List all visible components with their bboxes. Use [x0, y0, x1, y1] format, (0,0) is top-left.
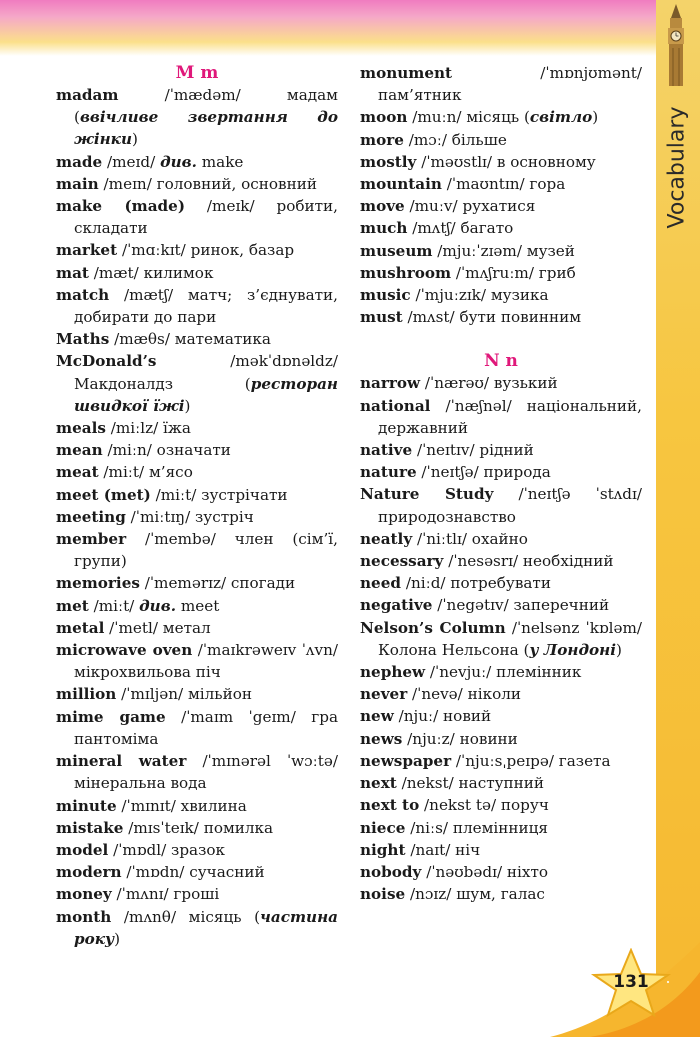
headword: madam	[56, 86, 119, 104]
headword: match	[56, 285, 110, 304]
entry-text: /ˈmiːtɪŋ/ зустріч	[125, 507, 254, 526]
entry-text: )	[592, 108, 599, 127]
vocabulary-label: Vocabulary	[664, 106, 690, 228]
dictionary-entry	[360, 306, 642, 328]
dictionary-entry	[360, 395, 642, 439]
dictionary-entry	[360, 151, 642, 173]
section-heading-n: N n	[484, 351, 518, 372]
headword: million	[56, 685, 117, 704]
headword: mountain	[360, 175, 442, 194]
dictionary-entry	[360, 594, 642, 616]
dictionary-entry	[56, 706, 338, 750]
entry-text: /ˈneɪtʃə/ природа	[416, 463, 551, 482]
entry-text: /mæθs/ математика	[109, 330, 271, 349]
entry-text: /ˈnegətɪv/ заперечний	[432, 596, 610, 615]
headword: mushroom	[360, 263, 452, 282]
dictionary-entry	[360, 817, 642, 839]
headword: news	[360, 729, 403, 748]
headword: mean	[56, 441, 103, 460]
entry-text: /ˈmaɪm ˈgeɪm/ гра пантоміма	[74, 707, 338, 748]
entry-text: /ˈmetl/ метал	[104, 618, 211, 637]
dictionary-entry	[56, 262, 338, 284]
headword: must	[360, 308, 403, 327]
entry-text: /ˈnelsənz ˈkɒləm/ Колона Нельсона (	[378, 618, 642, 659]
entry-text: /ˈnəʊbədɪ/ ніхто	[421, 862, 549, 881]
dictionary-entry	[360, 483, 642, 527]
entry-text: /ˈneɪtɪv/ рідний	[412, 441, 534, 460]
headword: much	[360, 219, 408, 238]
dictionary-entry	[56, 683, 338, 705]
entry-text: /naɪt/ ніч	[405, 840, 481, 859]
entry-text: )	[114, 929, 121, 948]
headword: memories	[56, 574, 140, 593]
headword: met	[56, 596, 89, 615]
dictionary-entry	[56, 151, 338, 173]
entry-text: /ˈmɪljən/ мільйон	[116, 685, 252, 704]
headword: month	[56, 907, 112, 926]
dictionary-entry	[56, 572, 338, 594]
dictionary-entry	[360, 129, 642, 151]
right-column	[360, 62, 642, 905]
entry-text: /niːd/ потребувати	[401, 574, 551, 593]
dictionary-entry	[56, 84, 338, 151]
headword: meet (met)	[56, 485, 151, 504]
entry-text: /ˈnæʃnəl/ національний, державний	[378, 396, 642, 437]
dictionary-entry	[56, 595, 338, 617]
headword: never	[360, 685, 408, 704]
headword: moon	[360, 108, 408, 127]
italic-note: ресторан швидкої їжі	[74, 374, 338, 415]
headword: McDonald’s	[56, 352, 157, 371]
dictionary-entry	[360, 839, 642, 861]
italic-note: ввічливе звертання до жінки	[74, 108, 338, 149]
section-label	[660, 92, 694, 242]
dictionary-entry	[56, 506, 338, 528]
entry-text: /muːn/ місяць (	[407, 108, 530, 127]
entry-text: /meɪn/ головний, основний	[98, 174, 317, 193]
headword: native	[360, 441, 413, 460]
entry-text: /ˈmjuːzɪk/ музика	[410, 286, 549, 305]
dictionary-entry	[360, 861, 642, 883]
dictionary-entry	[56, 861, 338, 883]
dictionary-entry	[360, 439, 642, 461]
dictionary-entry	[360, 173, 642, 195]
dictionary-entry	[56, 617, 338, 639]
headword: member	[56, 530, 127, 549]
entry-text: /mɪsˈteɪk/ помилка	[123, 818, 274, 837]
dictionary-entry	[56, 284, 338, 328]
headword: nephew	[360, 663, 426, 682]
headword: national	[360, 396, 431, 415]
entry-text: /mʌtʃ/ багато	[407, 219, 514, 238]
dictionary-entry	[56, 461, 338, 483]
entry-text: /ˈmɑːkɪt/ ринок, базар	[117, 241, 295, 260]
page-number: 131	[613, 972, 649, 992]
entry-text: /ˈmʌʃruːm/ гриб	[451, 263, 576, 282]
headword: mat	[56, 263, 89, 282]
headword: narrow	[360, 374, 421, 393]
dictionary-entry	[56, 528, 338, 572]
entry-text: /ˈmembə/ член (сім’ї, групи)	[74, 530, 338, 571]
entry-text: /ˈmʌnɪ/ гроші	[111, 885, 220, 904]
entry-text: /ˈmaɪkrəweɪv ˈʌvn/ мікрохвильова піч	[74, 641, 338, 682]
dictionary-entry	[360, 284, 642, 306]
entry-text: /ˈneɪtʃə ˈstʌdɪ/ природознавство	[378, 485, 642, 526]
dictionary-entry	[56, 883, 338, 905]
dictionary-entry	[360, 195, 642, 217]
dictionary-entry	[360, 617, 642, 661]
dictionary-entry	[360, 550, 642, 572]
entry-text: /ˈmemərɪz/ спогади	[139, 574, 296, 593]
headword: necessary	[360, 552, 444, 571]
headword: microwave oven	[56, 641, 193, 660]
dictionary-entry	[360, 728, 642, 750]
headword: move	[360, 197, 405, 216]
entry-text: /niːs/ племінниця	[405, 818, 548, 837]
dictionary-entry	[56, 639, 338, 683]
entry-text: )	[615, 640, 622, 659]
dictionary-entry	[360, 372, 642, 394]
entry-text: /ˈnevjuː/ племінник	[425, 663, 582, 682]
entry-text: /miːlz/ їжа	[105, 419, 191, 438]
entry-text: /ˈmɒnjʊmənt/ пам’ятник	[378, 64, 642, 105]
dictionary-entry	[360, 683, 642, 705]
headword: mostly	[360, 152, 417, 171]
entry-text: /ˈmɒdl/ зразок	[108, 840, 226, 859]
entry-text: /njuːz/ новини	[402, 729, 518, 748]
dictionary-entry	[56, 195, 338, 239]
dictionary-entry	[360, 883, 642, 905]
headword: money	[56, 885, 112, 904]
headword: metal	[56, 618, 105, 637]
entry-text: /muːv/ рухатися	[404, 197, 536, 216]
headword: new	[360, 707, 394, 726]
dictionary-entry	[360, 705, 642, 727]
headword: meals	[56, 419, 106, 438]
headword: night	[360, 840, 406, 859]
headword: made	[56, 152, 103, 171]
entry-text: /mjuːˈzɪəm/ музей	[432, 241, 575, 260]
italic-note: див.	[160, 152, 197, 171]
top-gradient-band	[0, 0, 700, 56]
headword: Nature Study	[360, 485, 494, 504]
entry-text: )	[184, 396, 191, 415]
headword: noise	[360, 885, 406, 904]
entry-text: )	[132, 130, 138, 149]
entry-text: /meɪd/	[102, 152, 161, 171]
entry-text: /ˈmɪnɪt/ хвилина	[116, 796, 247, 815]
entry-text: /ˈnevə/ ніколи	[407, 685, 521, 704]
headword: main	[56, 174, 99, 193]
entry-text: /məkˈdɒnəldz/ Макдоналдз (	[74, 352, 338, 393]
dictionary-entry	[56, 439, 338, 461]
dictionary-entry	[360, 572, 642, 594]
dictionary-entry	[360, 240, 642, 262]
headword: music	[360, 286, 411, 305]
headword: mime game	[56, 707, 166, 726]
headword: niece	[360, 818, 406, 837]
entry-text: /mʌst/ бути повинним	[402, 308, 582, 327]
italic-note: частина року	[74, 907, 338, 948]
dictionary-entry	[56, 350, 338, 417]
dictionary-entry	[56, 417, 338, 439]
section-heading-m: M m	[175, 63, 219, 83]
entry-text: /njuː/ новий	[393, 707, 492, 726]
headword: Nelson’s Column	[360, 618, 506, 637]
entry-text: /ˈmaʊntɪn/ гора	[441, 175, 566, 194]
italic-note: у Лондоні	[529, 640, 616, 659]
entry-text: /miːt/	[88, 596, 140, 615]
dictionary-entry	[56, 906, 338, 950]
dictionary-entry	[56, 239, 338, 261]
dictionary-entry	[360, 62, 642, 106]
entry-text: /ˈmɒdn/ сучасний	[121, 863, 265, 882]
left-column	[56, 62, 338, 950]
dictionary-entry	[56, 173, 338, 195]
entry-text: /ˈnjuːsˌpeɪpə/ газета	[451, 751, 611, 770]
italic-note: див.	[139, 596, 176, 615]
headword: Maths	[56, 330, 110, 349]
dictionary-entry	[56, 839, 338, 861]
dictionary-entry	[360, 750, 642, 772]
headword: monument	[360, 64, 453, 82]
dictionary-entry	[360, 772, 642, 794]
entry-text: /miːt/ м’ясо	[98, 463, 193, 482]
entry-text: /mætʃ/ матч; з’єднувати, добирати до пари	[74, 285, 338, 327]
italic-note: світло	[529, 108, 593, 127]
dictionary-entry	[360, 461, 642, 483]
headword: neatly	[360, 529, 413, 548]
headword: mistake	[56, 818, 124, 837]
dictionary-entry	[56, 328, 338, 350]
entry-text: make	[196, 152, 244, 171]
entry-text: /miːt/ зустрічати	[150, 485, 288, 504]
entry-text: /nɔɪz/ шум, галас	[405, 885, 545, 904]
headword: negative	[360, 596, 433, 615]
headword: nature	[360, 463, 417, 482]
entry-text: meet	[176, 596, 220, 615]
headword: mineral water	[56, 752, 187, 771]
headword: newspaper	[360, 751, 452, 770]
entry-text: /ˈniːtlɪ/ охайно	[412, 529, 528, 548]
dictionary-entry	[360, 528, 642, 550]
big-ben-icon	[658, 4, 694, 86]
entry-text: /ˈməʊstlɪ/ в основному	[416, 152, 596, 171]
dictionary-entry	[56, 750, 338, 794]
headword: museum	[360, 241, 433, 260]
headword: more	[360, 130, 404, 149]
headword: market	[56, 241, 118, 260]
entry-text: /mɔː/ більше	[403, 130, 507, 149]
entry-text: /mæt/ килимок	[88, 263, 214, 282]
headword: need	[360, 574, 401, 593]
entry-text: /nekst/ наступний	[396, 774, 545, 793]
headword: nobody	[360, 862, 422, 881]
entry-text: /miːn/ означати	[102, 441, 231, 460]
headword: make (made)	[56, 197, 186, 216]
headword: next to	[360, 796, 420, 815]
headword: model	[56, 840, 109, 859]
dictionary-entry	[56, 484, 338, 506]
dictionary-entry	[360, 217, 642, 239]
entry-text: /ˈmɪnərəl ˈwɔːtə/ мінеральна вода	[74, 752, 338, 793]
entry-text: /ˈmædəm/ мадам (	[74, 86, 338, 127]
dictionary-entry	[360, 262, 642, 284]
entry-text: /nekst tə/ поруч	[419, 796, 549, 815]
dictionary-entry	[56, 795, 338, 817]
headword: next	[360, 774, 397, 793]
entry-text: /ˈnærəʊ/ вузький	[420, 374, 558, 393]
dictionary-entry	[360, 106, 642, 128]
headword: minute	[56, 796, 117, 815]
headword: meeting	[56, 507, 126, 526]
dictionary-entry	[360, 794, 642, 816]
headword: modern	[56, 863, 122, 882]
headword: meat	[56, 463, 99, 482]
dictionary-entry	[56, 817, 338, 839]
dictionary-entry	[360, 661, 642, 683]
entry-text: /ˈnesəsrɪ/ необхідний	[443, 552, 614, 571]
entry-text: /meɪk/ робити, складати	[74, 197, 338, 238]
entry-text: /mʌnθ/ місяць (	[111, 907, 261, 926]
